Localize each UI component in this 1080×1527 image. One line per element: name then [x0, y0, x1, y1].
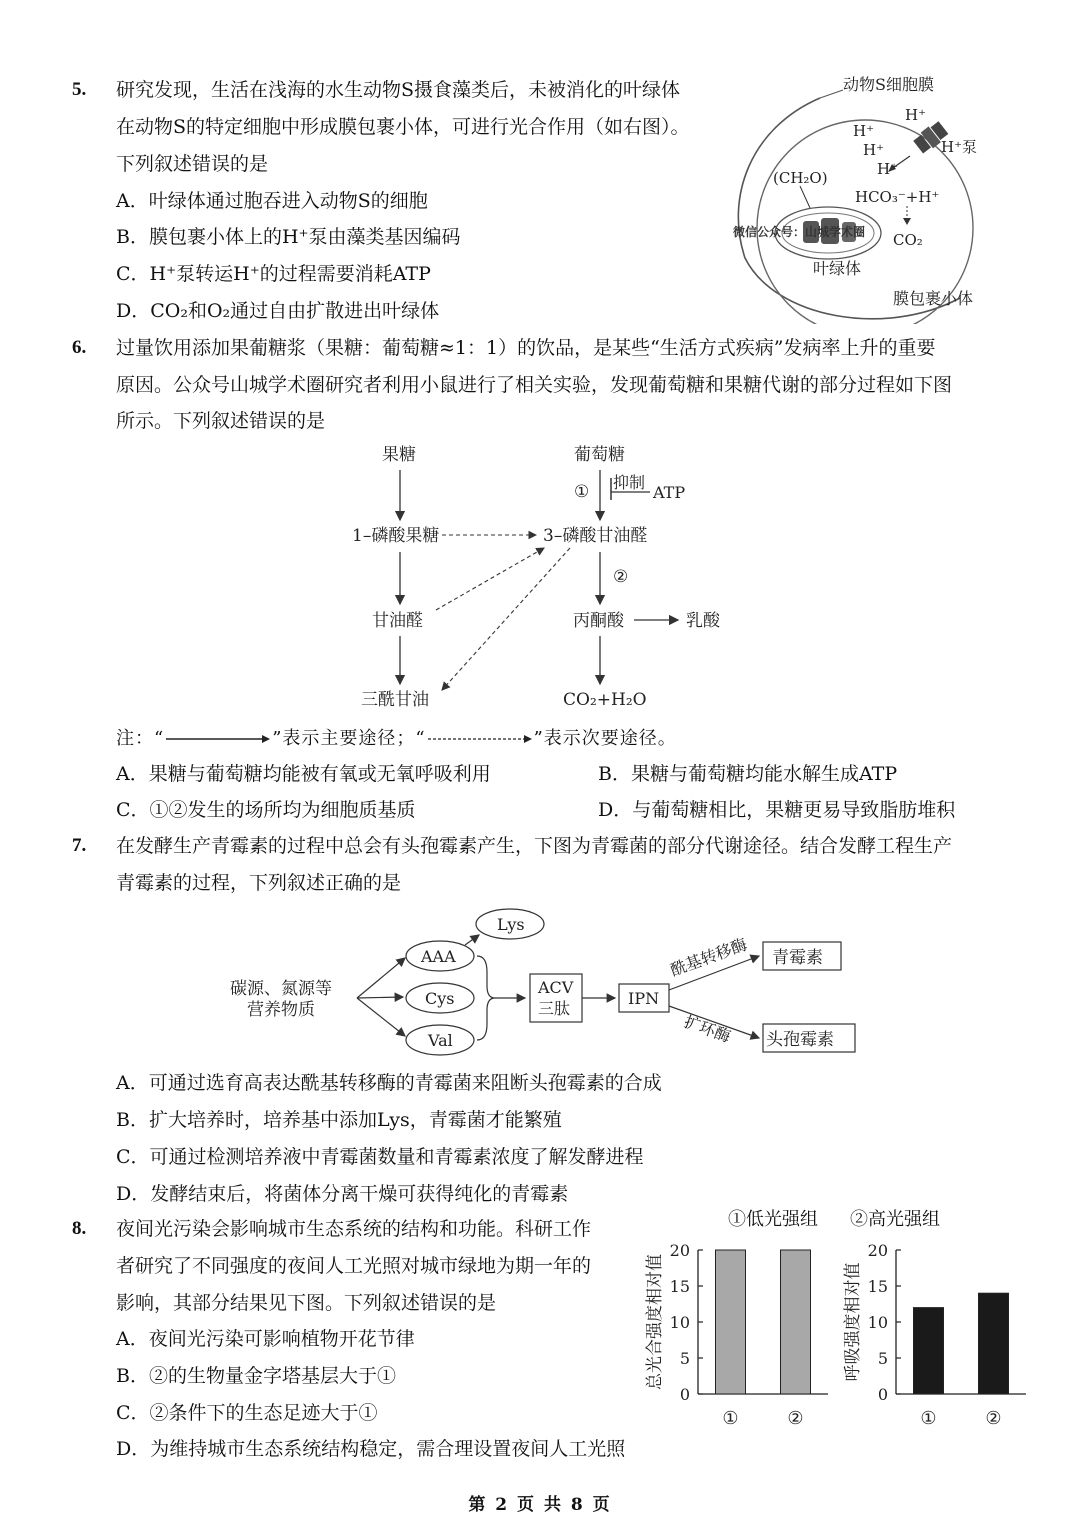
y-tick-label: 20: [867, 1241, 888, 1260]
ipn-label: IPN: [628, 989, 660, 1008]
note-prefix: 注：“: [116, 728, 165, 749]
q6-stem-line-3: 所示。下列叙述错误的是: [116, 410, 326, 432]
penicillin-label: 青霉素: [772, 948, 823, 968]
bar-2: [781, 1250, 811, 1394]
y-tick-label: 5: [679, 1349, 690, 1368]
q5-cell-figure: [725, 68, 1015, 324]
q6-option-b[interactable]: B．果糖与葡萄糖均能水解生成ATP: [598, 763, 898, 785]
q6-stem-line-2: 原因。公众号山城学术圈研究者利用小鼠进行了相关实验，发现葡萄糖和果糖代谢的部分过程如下图: [116, 374, 953, 396]
acyltransferase-label: 酰基转移酶: [667, 934, 750, 980]
q6-option-d[interactable]: D．与葡萄糖相比，果糖更易导致脂肪堆积: [598, 799, 956, 821]
note-main: ”表示主要途径；“: [272, 728, 426, 749]
x-tick-label: ①: [722, 1408, 739, 1429]
q7-stem-line-2: 青霉素的过程，下列叙述正确的是: [116, 872, 402, 894]
cephalosporin-label: 头孢霉素: [766, 1030, 834, 1050]
fructose-label: 果糖: [382, 445, 416, 465]
y-tick-label: 0: [679, 1385, 690, 1404]
y-tick-label: 20: [669, 1241, 690, 1260]
y-tick-label: 15: [669, 1277, 690, 1296]
q7-option-d[interactable]: D．发酵结束后，将菌体分离干燥可获得纯化的青霉素: [116, 1183, 569, 1205]
q5-stem-line-3: 下列叙述错误的是: [116, 153, 269, 175]
q8-stem-line-3: 影响，其部分结果见下图。下列叙述错误的是: [116, 1292, 497, 1314]
q6-number: 6.: [72, 337, 87, 358]
cys-label: Cys: [425, 989, 455, 1008]
co2h2o-label: CO₂+H₂O: [563, 690, 647, 710]
dashed-arrow-icon: [426, 733, 534, 745]
q7-option-b[interactable]: B．扩大培养时，培养基中添加Lys，青霉菌才能繁殖: [116, 1109, 562, 1131]
bar-2: [979, 1293, 1009, 1394]
q6-note: [116, 724, 677, 750]
chloroplast-label: 叶绿体: [813, 259, 862, 278]
h-plus-label-4: H⁺: [877, 160, 898, 178]
y-axis-label: 总光合强度相对值: [645, 1254, 665, 1390]
q7-option-a[interactable]: A．可通过选育高表达酰基转移酶的青霉菌来阻断头孢霉素的合成: [116, 1072, 662, 1094]
q7-number: 7.: [72, 835, 87, 856]
q8-number: 8.: [72, 1218, 87, 1239]
q5-stem-line-1: 研究发现，生活在浅海的水生动物S摄食藻类后，未被消化的叶绿体: [116, 79, 681, 101]
y-tick-label: 10: [867, 1313, 888, 1332]
q5-option-c[interactable]: C．H⁺泵转运H⁺的过程需要消耗ATP: [116, 263, 431, 285]
q6-metabolism-diagram: [330, 440, 750, 715]
glyceraldehyde-label: 甘油醛: [372, 611, 423, 631]
y-axis-label: 呼吸强度相对值: [843, 1262, 863, 1382]
step1-label: ①: [574, 482, 590, 502]
q8-option-b[interactable]: B．②的生物量金字塔基层大于①: [116, 1365, 396, 1387]
hco3-label: HCO₃⁻+H⁺: [855, 188, 940, 206]
q6-option-a[interactable]: A．果糖与葡萄糖均能被有氧或无氧呼吸利用: [116, 763, 491, 785]
x-tick-label: ②: [985, 1408, 1002, 1429]
tag-label: 三酰甘油: [361, 690, 429, 710]
lys-label: Lys: [497, 915, 525, 934]
chart-respiration: [838, 1232, 1038, 1437]
y-tick-label: 10: [669, 1313, 690, 1332]
x-tick-label: ①: [920, 1408, 937, 1429]
q8-option-c[interactable]: C．②条件下的生态足迹大于①: [116, 1402, 378, 1424]
bar-1: [716, 1250, 746, 1394]
watermark-text: 微信公众号：山城学术圈: [733, 225, 866, 239]
q8-stem-line-1: 夜间光污染会影响城市生态系统的结构和功能。科研工作: [116, 1218, 592, 1240]
q5-option-d[interactable]: D．CO₂和O₂通过自由扩散进出叶绿体: [116, 300, 440, 322]
h-plus-label-3: H⁺: [863, 141, 884, 159]
q5-option-b[interactable]: B．膜包裹小体上的H⁺泵由藻类基因编码: [116, 226, 461, 248]
q8-option-d[interactable]: D．为维持城市生态系统结构稳定，需合理设置夜间人工光照: [116, 1438, 626, 1460]
acv-label: ACV: [538, 978, 574, 997]
q6-option-c[interactable]: C．①②发生的场所均为细胞质基质: [116, 799, 416, 821]
q5-stem-line-2: 在动物S的特定细胞中形成膜包裹小体，可进行光合作用（如右图）。: [116, 116, 690, 138]
pyruvate-label: 丙酮酸: [573, 611, 624, 631]
y-tick-label: 15: [867, 1277, 888, 1296]
q7-stem-line-1: 在发酵生产青霉素的过程中总会有头孢霉素产生，下图为青霉菌的部分代谢途径。结合发酵工程生产: [116, 835, 953, 857]
h-plus-label-2: H⁺: [853, 122, 874, 140]
ch2o-label: (CH₂O): [773, 169, 828, 187]
val-label: Val: [428, 1031, 453, 1050]
lactate-label: 乳酸: [686, 611, 720, 631]
step2-label: ②: [613, 567, 629, 587]
glucose-label: 葡萄糖: [574, 445, 625, 465]
atp-label: ATP: [653, 483, 686, 502]
cell-membrane-label: 动物S细胞膜: [843, 75, 934, 94]
legend-high-light: ②高光强组: [850, 1209, 940, 1230]
y-tick-label: 0: [877, 1385, 888, 1404]
inhibit-label: 抑制: [613, 473, 646, 492]
chart-photosynthesis: [640, 1232, 840, 1437]
membrane-body-label: 膜包裹小体: [893, 289, 974, 308]
nutrient-label-1: 碳源、氮源等: [230, 979, 332, 999]
ch2o-arrow: [800, 186, 810, 208]
q6-stem-line-1: 过量饮用添加果葡糖浆（果糖：葡萄糖≈1：1）的饮品，是某些“生活方式疾病”发病率上升的重要: [116, 337, 936, 359]
q5-option-a[interactable]: A．叶绿体通过胞吞进入动物S的细胞: [116, 190, 428, 212]
g3p-label: 3–磷酸甘油醛: [543, 526, 648, 546]
q8-option-a[interactable]: A．夜间光污染可影响植物开花节律: [116, 1328, 415, 1350]
aaa-label: AAA: [421, 947, 456, 966]
page-footer: 第 2 页 共 8 页: [468, 1495, 612, 1515]
tripeptide-label: 三肽: [538, 999, 571, 1018]
note-minor: ”表示次要途径。: [533, 728, 677, 749]
proton-pump-label: H⁺泵: [941, 138, 977, 156]
legend-low-light: ①低光强组: [728, 1209, 818, 1230]
nutrient-label-2: 营养物质: [247, 1000, 315, 1020]
q7-pathway-diagram: [225, 902, 865, 1060]
x-tick-label: ②: [787, 1408, 804, 1429]
expandase-label: 扩环酶: [681, 1011, 734, 1047]
q5-number: 5.: [72, 79, 87, 100]
bar-1: [914, 1308, 944, 1394]
q8-stem-line-2: 者研究了不同强度的夜间人工光照对城市绿地为期一年的: [116, 1255, 592, 1277]
q7-option-c[interactable]: C．可通过检测培养液中青霉菌数量和青霉素浓度了解发酵进程: [116, 1146, 644, 1168]
h-plus-label-1: H⁺: [905, 106, 926, 124]
co2-label: CO₂: [893, 231, 923, 249]
y-tick-label: 5: [877, 1349, 888, 1368]
solid-arrow-icon: [164, 733, 272, 745]
membrane-leader: [820, 90, 843, 98]
f1p-label: 1–磷酸果糖: [352, 526, 440, 546]
